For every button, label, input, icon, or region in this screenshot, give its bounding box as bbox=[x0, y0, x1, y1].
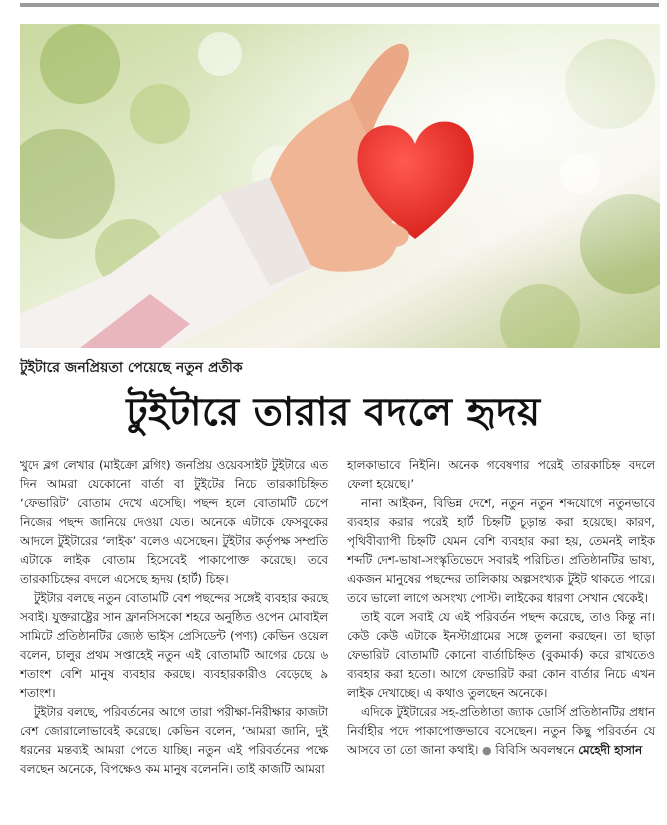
top-rule bbox=[20, 3, 659, 7]
photo-caption: টুইটারে জনপ্রিয়তা পেয়েছে নতুন প্রতীক bbox=[20, 360, 243, 376]
paragraph: টুইটার বলছে নতুন বোতামটি বেশ পছন্দের সঙ্গেই ব্যবহার করছে সবাই। যুক্তরাষ্ট্রের সান ফ্রানসিসকো শহরে অনুষ্ঠিত ওপেন মোবাইল সামিটে প্রতিষ্ঠানটির জ্যেষ্ঠ ভাইস প্রেসিডেন্ট (পণ্য) কেভিন ওয়েল বলেন, চালুর প্রথম সপ্তাহেই নতুন এই বোতামটি আগের চেয়ে ৬ শতাংশ বেশি মানুষ ব্যবহার করছে। ব্যবহারকারীও বেড়েছে ৯ শতাংশ। bbox=[20, 591, 328, 700]
paragraph-closing bbox=[347, 703, 655, 760]
article-column-right bbox=[347, 456, 655, 760]
paragraph: নানা আইকন, বিভিন্ন দেশে, নতুন নতুন শব্দযোগে নতুনভাবে ব্যবহার করার পরেই হার্ট চিহ্নটি চূড়ান্ত করা হয়েছে। কারণ, পৃথিবীব্যাপী চিহ্নটি যেমন বেশি ব্যবহার করা হয়, তেমনই লাইক শব্দটি দেশ-ভাষা-সংস্কৃতিভেদে সবারই পরিচিত। প্রতিষ্ঠানটির ভাষ্য, একজন মানুষের পছন্দের তালিকায় অল্পসংখ্যক টুইট থাকতে পারে। তবে ভালো লাগে অসংখ্য পোস্ট। লাইকের ধারণা সেখান থেকেই। bbox=[347, 496, 655, 605]
bullet-icon: ● bbox=[482, 744, 492, 757]
source-credit: বিবিসি অবলম্বনে bbox=[495, 743, 575, 757]
page-title: টুইটারে তারার বদলে হৃদয় bbox=[126, 390, 541, 435]
heart-photo bbox=[20, 24, 660, 348]
article-column-left bbox=[20, 456, 328, 779]
paragraph: এদিকে টুইটারের সহ-প্রতিষ্ঠাতা জ্যাক ডোর্সি প্রতিষ্ঠানটির প্রধান নির্বাহীর পদে পাকাপোক্তভাবে বসেছেন। নতুন কিছু পরিবর্তন যে আসবে তা তো জানা কথাই। bbox=[347, 705, 655, 757]
paragraph: খুদে ব্লগ লেখার (মাইক্রো ব্লগিং) জনপ্রিয় ওয়েবসাইট টুইটারে এত দিন আমরা যেকোনো বার্তা বা টুইটের নিচে তারকাচিহ্নিত ‘ফেভারিট’ বোতাম দেখে এসেছি। পছন্দ হলে বোতামটি চেপে নিজের পছন্দ জানিয়ে দেওয়া যেত। অনেকে এটাকে ফেসবুকের আদলে টুইটারের ‘লাইক’ বলেও এসেছেন। টুইটার কর্তৃপক্ষ সম্প্রতি এটাকে লাইক বোতাম হিসেবেই পাকাপোক্ত করেছে। তবে তারকাচিহ্নের বদলে এসেছে হৃদয় (হার্ট) চিহ্ন। bbox=[20, 458, 328, 586]
article-body bbox=[20, 456, 660, 816]
paragraph: টুইটার বলছে, পরিবর্তনের আগে তারা পরীক্ষা-নিরীক্ষার কাজটা বেশ জোরালোভাবেই করেছে। কেভিন বলেন, ‘আমরা জানি, দুই ধরনের মন্তব্যই আমরা পেতে যাচ্ছি। নতুন এই পরিবর্তনের পক্ষে বলছেন অনেকে, বিপক্ষেও কম মানুষ বলেননি। তাই কাজটি আমরা bbox=[20, 705, 328, 776]
paragraph: হালকাভাবে নিইনি। অনেক গবেষণার পরেই তারকাচিহ্ন বদলে ফেলা হয়েছে।’ bbox=[347, 458, 655, 491]
author-byline: মেহেদী হাসান bbox=[578, 743, 643, 757]
paragraph: তাই বলে সবাই যে এই পরিবর্তন পছন্দ করেছে, তাও কিন্তু না। কেউ কেউ এটাকে ইনস্টাগ্রামের সঙ্গে তুলনা করছেন। তা ছাড়া ফেভারিট বোতামটি কোনো বার্তাচিহ্নিত (বুকমার্ক) করে রাখতেও ব্যবহার করা হতো। আগে ফেভারিট করা কোন বার্তার নিচে এখন লাইক দেখাচ্ছে। এ কথাও তুলছেন অনেকে। bbox=[347, 610, 655, 700]
